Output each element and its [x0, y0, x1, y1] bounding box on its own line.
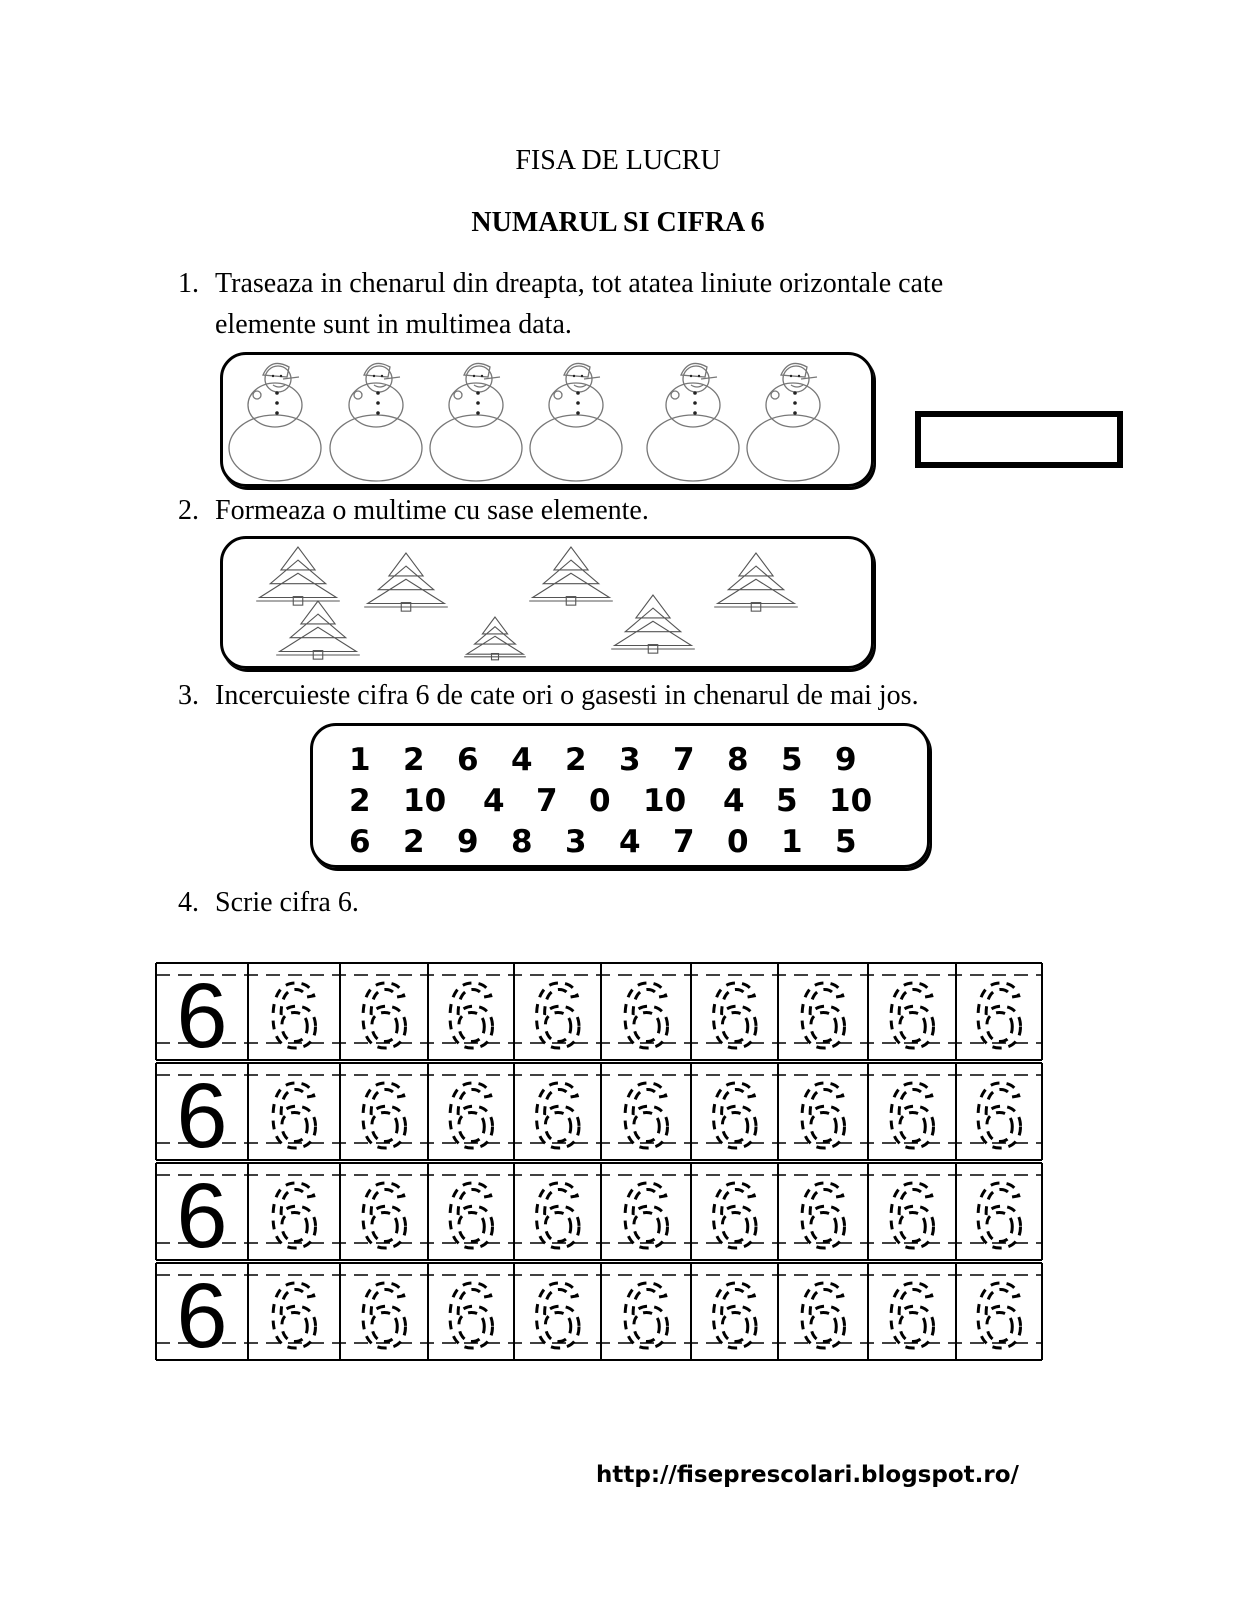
trees-set-frame	[220, 536, 874, 669]
digit-cell[interactable]: 10	[829, 783, 873, 819]
dashed-digit-6[interactable]: 6	[358, 1265, 410, 1367]
dashed-digit-6[interactable]: 6	[708, 1165, 761, 1267]
snowman-icon	[530, 363, 622, 481]
tree-icon	[464, 617, 526, 660]
tree-icon	[256, 547, 340, 605]
page-subtitle: NUMARUL SI CIFRA 6	[471, 207, 765, 238]
digit-cell[interactable]: 5	[776, 783, 798, 819]
dashed-digit-6[interactable]: 6	[268, 965, 320, 1067]
dashed-digit-6[interactable]: 6	[886, 1065, 938, 1167]
dashed-digit-6[interactable]: 6	[620, 1065, 672, 1167]
digit-cell[interactable]: 3	[565, 824, 587, 860]
tree-icon	[364, 553, 448, 611]
dashed-digit-6[interactable]: 6	[268, 1065, 320, 1167]
dashed-digit-6[interactable]: 6	[445, 1265, 497, 1367]
digit-cell[interactable]: 9	[835, 742, 857, 778]
dashed-digit-6[interactable]: 6	[973, 1065, 1025, 1167]
digit-cell[interactable]: 8	[511, 824, 533, 860]
task-1-text-line1: Traseaza in chenarul din dreapta, tot atatea liniute orizontale cate	[215, 268, 944, 299]
dashed-digit-6[interactable]: 6	[886, 965, 938, 1067]
footer-url: http://fiseprescolari.blogspot.ro/	[596, 1462, 1019, 1488]
task-4-text: Scrie cifra 6.	[215, 887, 359, 918]
digit-cell[interactable]: 0	[589, 783, 611, 819]
tracing-row	[156, 1163, 1042, 1267]
dashed-digit-6[interactable]: 6	[445, 1065, 497, 1167]
model-digit-6: 6	[176, 1165, 228, 1267]
tracing-row	[156, 1063, 1042, 1167]
dashed-digit-6[interactable]: 6	[620, 1265, 672, 1367]
digit-cell[interactable]: 10	[403, 783, 447, 819]
dashed-digit-6[interactable]: 6	[973, 1165, 1025, 1267]
dashed-digit-6[interactable]: 6	[531, 965, 584, 1067]
dashed-digit-6[interactable]: 6	[708, 1265, 761, 1367]
dashed-digit-6[interactable]: 6	[358, 965, 410, 1067]
dashed-digit-6[interactable]: 6	[445, 1165, 497, 1267]
task-3-text: Incercuieste cifra 6 de cate ori o gasesti in chenarul de mai jos.	[215, 680, 919, 711]
digit-cell[interactable]: 7	[536, 783, 558, 819]
digit-cell[interactable]: 5	[835, 824, 857, 860]
snowman-icon	[647, 363, 739, 481]
snowman-icon	[430, 363, 522, 481]
trees-illustration	[223, 539, 873, 667]
dashed-digit-6[interactable]: 6	[620, 965, 672, 1067]
dashed-digit-6[interactable]: 6	[797, 1065, 849, 1167]
task-1-number: 1.	[178, 268, 199, 299]
dashed-digit-6[interactable]: 6	[886, 1165, 938, 1267]
dashed-digit-6[interactable]: 6	[531, 1065, 584, 1167]
digit-cell[interactable]: 1	[781, 824, 803, 860]
model-digit-6: 6	[176, 1065, 228, 1167]
answer-box[interactable]	[915, 411, 1123, 468]
digit-cell[interactable]: 7	[673, 742, 695, 778]
digit-cell[interactable]: 0	[727, 824, 749, 860]
task-2-text: Formeaza o multime cu sase elemente.	[215, 495, 649, 526]
model-digit-6: 6	[176, 965, 228, 1067]
task-4-number: 4.	[178, 887, 199, 918]
digit-cell[interactable]: 10	[643, 783, 687, 819]
digit-cell[interactable]: 4	[619, 824, 641, 860]
dashed-digit-6[interactable]: 6	[358, 1065, 410, 1167]
page-title: FISA DE LUCRU	[515, 145, 721, 176]
tree-icon	[276, 601, 360, 659]
digit-cell[interactable]: 7	[673, 824, 695, 860]
digit-cell[interactable]: 2	[565, 742, 587, 778]
tree-icon	[714, 553, 798, 611]
tracing-row	[156, 1263, 1042, 1367]
digit-cell[interactable]: 2	[403, 824, 425, 860]
digit-grid-frame	[310, 723, 930, 868]
dashed-digit-6[interactable]: 6	[445, 965, 497, 1067]
snowmen-set-frame	[220, 352, 874, 487]
dashed-digit-6[interactable]: 6	[708, 965, 761, 1067]
snowman-icon	[747, 363, 839, 481]
digit-cell[interactable]: 9	[457, 824, 479, 860]
digit-cell[interactable]: 3	[619, 742, 641, 778]
snowman-icon	[229, 363, 321, 481]
task-2-number: 2.	[178, 495, 199, 526]
tree-icon	[529, 547, 613, 605]
dashed-digit-6[interactable]: 6	[620, 1165, 672, 1267]
model-digit-6: 6	[176, 1265, 228, 1367]
dashed-digit-6[interactable]: 6	[797, 965, 849, 1067]
dashed-digit-6[interactable]: 6	[268, 1265, 320, 1367]
snowman-icon	[330, 363, 422, 481]
digit-cell[interactable]: 1	[349, 742, 371, 778]
dashed-digit-6[interactable]: 6	[358, 1165, 410, 1267]
tree-icon	[611, 595, 695, 653]
digit-cell[interactable]: 4	[511, 742, 533, 778]
dashed-digit-6[interactable]: 6	[708, 1065, 761, 1167]
task-1-text-line2: elemente sunt in multimea data.	[215, 309, 572, 340]
dashed-digit-6[interactable]: 6	[531, 1265, 584, 1367]
dashed-digit-6[interactable]: 6	[973, 1265, 1025, 1367]
tracing-grid	[150, 955, 1050, 1375]
digit-cell[interactable]: 8	[727, 742, 749, 778]
dashed-digit-6[interactable]: 6	[886, 1265, 938, 1367]
tracing-row	[156, 963, 1042, 1067]
dashed-digit-6[interactable]: 6	[973, 965, 1025, 1067]
dashed-digit-6[interactable]: 6	[531, 1165, 584, 1267]
dashed-digit-6[interactable]: 6	[797, 1165, 849, 1267]
dashed-digit-6[interactable]: 6	[797, 1265, 849, 1367]
dashed-digit-6[interactable]: 6	[268, 1165, 320, 1267]
task-3-number: 3.	[178, 680, 199, 711]
digit-cell[interactable]: 6	[349, 824, 371, 860]
snowmen-illustration	[223, 355, 873, 485]
digit-cell[interactable]: 2	[349, 783, 371, 819]
digit-cell[interactable]: 4	[723, 783, 745, 819]
digit-cell[interactable]: 4	[483, 783, 505, 819]
digit-cell[interactable]: 6	[457, 742, 479, 778]
digit-cell[interactable]: 2	[403, 742, 425, 778]
digit-cell[interactable]: 5	[781, 742, 803, 778]
